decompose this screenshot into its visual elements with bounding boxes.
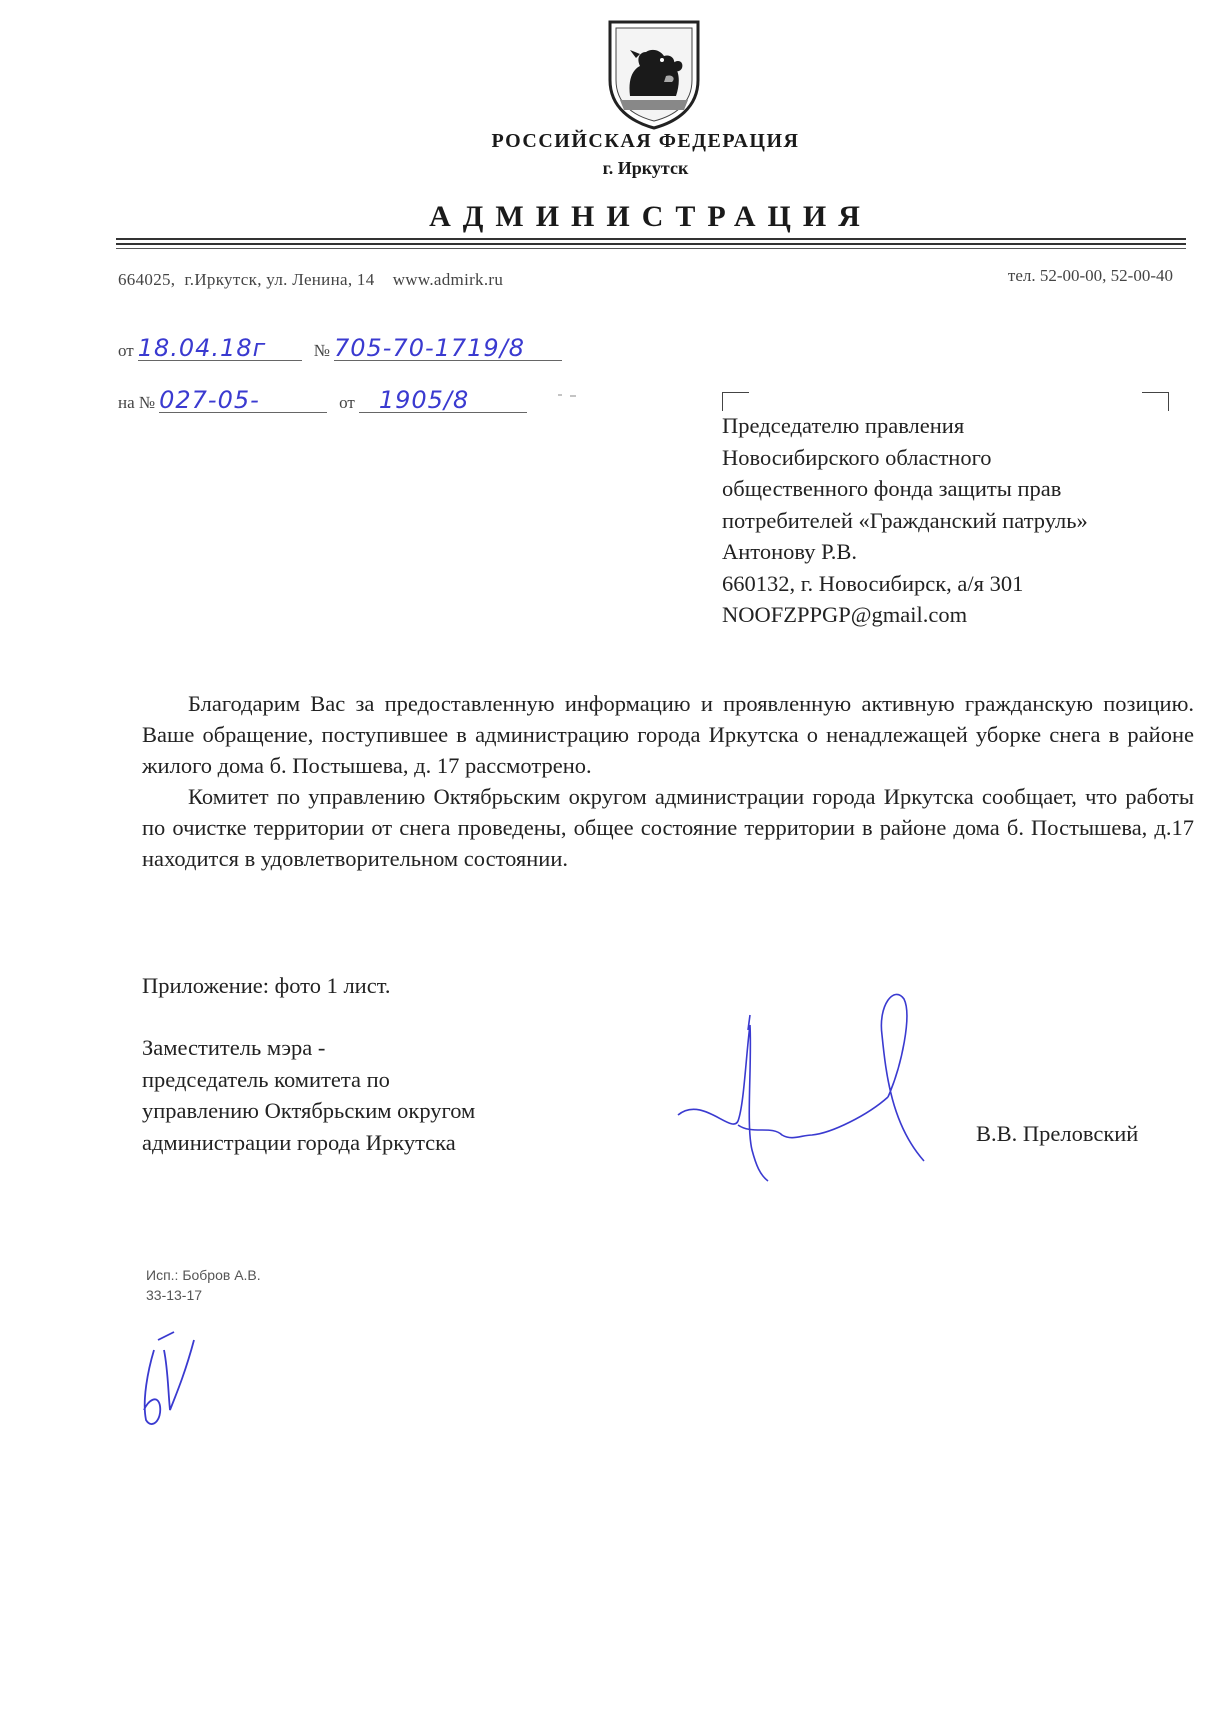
city-name: г. Иркутск [602, 158, 689, 178]
from-label: от [118, 341, 134, 360]
visa-initials-icon [134, 1330, 198, 1434]
header-divider [116, 248, 1186, 249]
recipient-line: общественного фонда защиты прав [722, 476, 1062, 501]
signer-position [142, 1032, 475, 1158]
reply-from-label: от [339, 393, 355, 412]
recipient-line: Новосибирского областного [722, 444, 992, 470]
organization-title: АДМИНИСТРАЦИЯ [429, 200, 872, 233]
number-label: № [313, 341, 330, 360]
reply-registration [118, 386, 527, 413]
recipient-email: NOOFZPPGP@gmail.com [722, 602, 968, 627]
signer-position-line: председатель комитета по [142, 1066, 390, 1092]
outgoing-registration [118, 334, 562, 361]
recipient-bracket-left [722, 392, 749, 411]
recipient-line: Антонову Р.В. [722, 539, 858, 564]
executor-phone: 33-13-17 [146, 1287, 203, 1303]
executor-info [146, 1265, 261, 1305]
signer-position-line: администрации города Иркутска [142, 1129, 456, 1155]
appendix-note: Приложение: фото 1 лист. [142, 973, 391, 998]
signer-name: В.В. Преловский [976, 1121, 1139, 1146]
body-paragraph: Благодарим Вас за предоставленную информацию и проявленную активную гражданскую позицию. Ваше обращение, поступившее в администрацию города Иркутска о ненадлежащей уборке снега в районе жилого дома б. Постышева, д. 17 рассмотрено. [142, 691, 1194, 778]
reply-number-field [159, 386, 327, 413]
organization-address: 664025, г.Иркутск, ул. Ленина, 14 www.admirk.ru [118, 270, 504, 289]
reply-date: 1905/8 [378, 386, 470, 414]
outgoing-date-field [138, 334, 302, 361]
outgoing-date: 18.04.18г [137, 334, 267, 362]
body-paragraph: Комитет по управлению Октябрьским округом администрации города Иркутска сообщает, что работы по очистке территории от снега проведены, общее состояние территории в районе дома б. Постышева, д.17 находится в удовлетворительном состоянии. [142, 784, 1194, 871]
organization-phone: тел. 52-00-00, 52-00-40 [1007, 266, 1173, 285]
header-divider [116, 238, 1186, 240]
stray-mark-icon [556, 390, 582, 400]
recipient-line: 660132, г. Новосибирск, а/я 301 [722, 570, 1024, 596]
executor-name: Исп.: Бобров А.В. [146, 1267, 261, 1283]
letter-body [142, 688, 1194, 874]
handwritten-signature-icon [672, 985, 972, 1215]
coat-of-arms-icon [606, 18, 702, 130]
outgoing-number-field [334, 334, 562, 361]
outgoing-number: 705-70-1719/8 [333, 334, 526, 362]
country-name: РОССИЙСКАЯ ФЕДЕРАЦИЯ [491, 130, 800, 152]
recipient-line: Председателю правления [722, 413, 965, 438]
reply-number: 027-05- [159, 386, 260, 414]
recipient-line: потребителей «Гражданский патруль» [722, 507, 1088, 533]
recipient-bracket-right [1142, 392, 1169, 411]
header-divider [116, 243, 1186, 245]
recipient-block [722, 410, 1088, 631]
signer-position-line: управлению Октябрьским округом [142, 1098, 476, 1123]
reply-date-field [359, 386, 527, 413]
in-reply-label: на № [118, 393, 156, 412]
signer-position-line: Заместитель мэра - [142, 1035, 326, 1060]
